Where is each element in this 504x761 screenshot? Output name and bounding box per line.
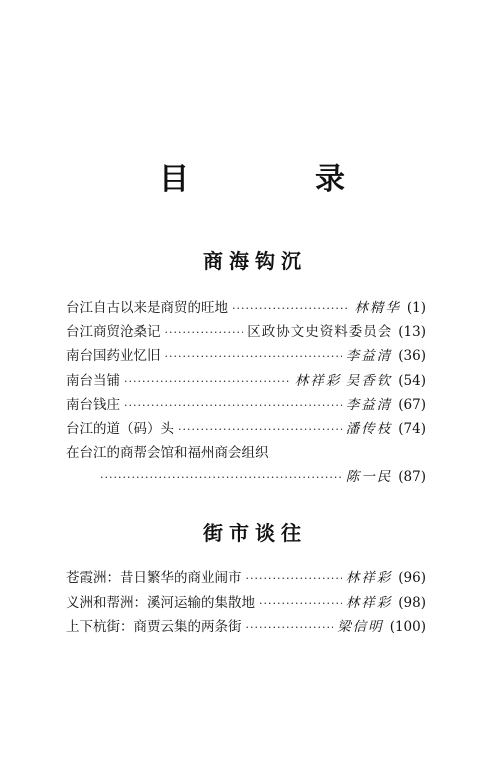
dot-leader [259,597,342,610]
toc-entry[interactable] [66,417,426,441]
entry-page: (87) [398,469,426,486]
entry-page: (1) [406,300,426,316]
entry-title: 南台当铺 [66,372,120,389]
entry-title: 苍霞洲：昔日繁华的商业闹市 [66,570,242,586]
entry-author: 林祥彩 [345,570,393,586]
entry-title: 台江商贸沧桑记 [66,324,161,341]
toc-list [66,566,426,640]
toc-list [66,296,426,490]
entry-title: 南台钱庄 [66,396,120,413]
entry-author: 林祥彩 [294,372,342,389]
toc-entry[interactable] [66,296,426,320]
dot-leader [165,326,244,339]
entry-page: (74) [398,420,426,437]
section-heading: 街市谈往 [203,521,307,545]
entry-author: 陈一民 [345,469,393,486]
dot-leader [165,350,342,363]
dot-leader [246,572,342,585]
toc-entry[interactable] [66,615,426,640]
dot-leader [178,423,342,436]
page-title: 目 录 [159,162,393,197]
entry-author: 李益清 [345,348,393,365]
toc-entry[interactable] [66,369,426,393]
section-heading: 商海钩沉 [203,249,307,273]
entry-page: (36) [398,348,426,365]
entry-author: 潘传枝 [345,420,393,437]
entry-title: 台江自古以来是商贸的旺地 [66,300,228,316]
toc-entry[interactable] [66,566,426,591]
toc-entry[interactable] [66,591,426,616]
toc-entry[interactable] [66,320,426,344]
toc-entry[interactable] [66,441,426,465]
entry-title: 台江的道（码）头 [66,420,174,437]
entry-title: 义洲和帮洲：溪河运输的集散地 [66,594,255,611]
dot-leader [100,471,342,484]
entry-author-2: 吴香钦 [345,372,393,389]
entry-title: 上下杭街：商贾云集的两条街 [66,619,242,635]
entry-author: 区政协文史资料委员会 [247,324,393,341]
entry-title: 在台江的商帮会馆和福州商会组织 [66,445,269,462]
entry-page: (67) [398,396,426,413]
dot-leader [232,302,350,315]
entry-page: (54) [398,372,426,389]
entry-author: 林祥彩 [345,594,393,611]
toc-entry-continuation[interactable] [66,465,426,489]
dot-leader [124,375,291,388]
toc-entry[interactable] [66,393,426,417]
dot-leader [246,621,334,634]
entry-title: 南台国药业忆旧 [66,348,161,365]
toc-entry[interactable] [66,344,426,368]
entry-page: (96) [398,570,426,586]
entry-author: 梁信明 [337,619,384,635]
entry-author: 林精华 [354,300,401,316]
dot-leader [124,399,342,412]
entry-page: (13) [398,324,426,341]
entry-author: 李益清 [345,396,393,413]
entry-page: (98) [398,594,426,611]
entry-page: (100) [389,619,426,635]
